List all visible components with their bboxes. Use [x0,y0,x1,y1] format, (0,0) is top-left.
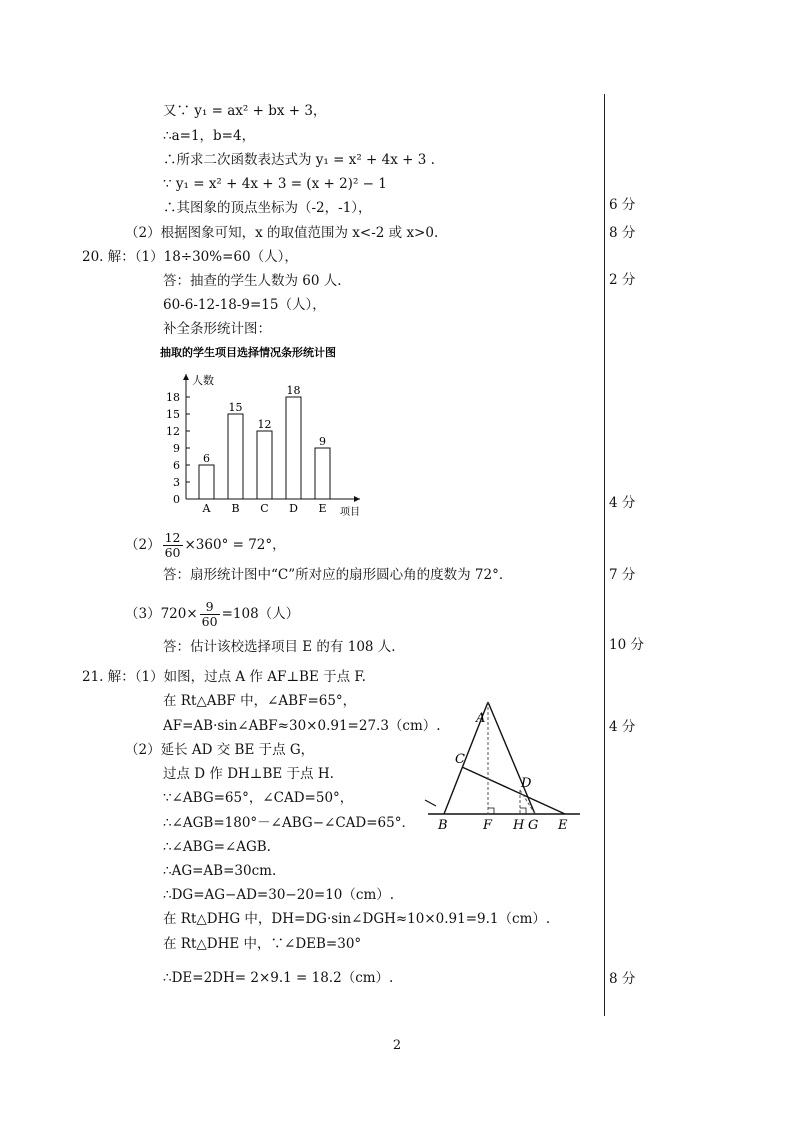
line-completed-square: ∵ y₁ = x² + 4x + 3 = (x + 2)² − 1 [163,176,387,192]
line-21-dg: ∴DG=AG−AD=30−20=10（cm）. [163,887,395,903]
bar-value-label: 15 [228,401,243,414]
part-3-label: （3）720× [125,606,198,622]
part-3-result: =108（人） [221,606,300,622]
fraction-9-60 [200,600,220,629]
line-21-rt-dhe: 在 Rt△DHE 中，∵∠DEB=30° [163,936,362,952]
fraction-numerator: 9 [200,600,220,615]
line-21-part2: （2）延长 AD 交 BE 于点 G， [125,742,315,758]
y-tick-label: 15 [166,408,180,421]
label-a: A [476,711,486,726]
part-3-line [125,600,299,629]
bar-chart [150,340,380,525]
score-6: 6 分 [609,197,636,213]
answer-20-1: 答：抽查的学生人数为 60 人. [163,273,342,289]
y-tick-label: 9 [173,442,180,455]
bar-value-label: 9 [319,435,326,448]
x-tick-label: B [231,502,240,515]
line-21-equal-angles: ∴∠ABG=∠AGB. [163,839,271,855]
part-2-result: ×360° = 72°， [184,537,286,553]
score-8: 8 分 [609,225,636,241]
x-tick-label: A [202,502,211,515]
line-expression: ∴所求二次函数表达式为 y₁ = x² + 4x + 3 . [163,152,435,168]
line-equation-1: 又∵ y₁ = ax² + bx + 3， [163,103,327,119]
x-tick-label: D [289,502,298,515]
bar-value-label: 6 [203,452,210,465]
bar-E [315,448,330,499]
right-angle-f [488,808,494,814]
score-10: 10 分 [609,637,644,653]
line-21-af: AF=AB·sin∠ABF≈30×0.91=27.3（cm）. [163,718,441,734]
line-range: （2）根据图象可知，x 的取值范围为 x<-2 或 x>0. [125,225,439,241]
fraction-12-60 [163,531,183,560]
score-4: 4 分 [609,495,636,511]
tick-mark-b [425,800,436,806]
x-tick-label: C [260,502,269,515]
line-ce [462,767,565,814]
y-tick-label: 12 [166,425,180,438]
bar-value-label: 12 [257,418,272,431]
line-21-agb: ∴∠AGB=180°－∠ABG−∠CAD=65°． [163,815,415,831]
chart-title: 抽取的学生项目选择情况条形统计图 [160,346,336,359]
x-axis-arrow [354,496,360,502]
line-coefficients: ∴a=1，b=4， [163,128,256,144]
complete-chart-note: 补全条形统计图： [163,321,271,337]
fraction-denominator: 60 [201,614,218,629]
line-21-de: ∴DE=2DH= 2×9.1 = 18.2（cm）. [163,970,394,986]
line-vertex: ∴其图象的顶点坐标为（-2，-1）， [163,200,372,216]
bar-A [199,465,214,499]
score-8b: 8 分 [609,971,636,987]
x-axis-label: 项目 [340,507,360,518]
score-column-divider [604,94,605,1016]
geometry-figure [420,688,585,833]
y-tick-label: 6 [173,459,180,472]
part-2-line [125,531,286,560]
label-h: H [513,818,525,833]
label-d: D [521,776,532,791]
question-20-heading: 20. 解：（1）18÷30%=60（人）， [82,249,298,265]
fraction-denominator: 60 [164,545,181,560]
score-7: 7 分 [609,567,636,583]
score-4b: 4 分 [609,719,636,735]
page-number: 2 [392,1038,402,1053]
answer-20-2: 答：扇形统计图中“C”所对应的扇形圆心角的度数为 72°． [163,567,513,583]
right-angle-h [520,808,526,814]
bar-value-label: 18 [286,384,301,397]
answer-20-3: 答：估计该校选择项目 E 的有 108 人. [163,639,396,655]
line-21-angles: ∵∠ABG=65°，∠CAD=50°， [163,790,354,806]
y-tick-label: 3 [173,476,180,489]
question-21-heading: 21. 解：（1）如图，过点 A 作 AF⊥BE 于点 F. [82,669,366,685]
label-f: F [483,818,493,833]
label-b: B [438,818,448,833]
line-21-rt-abf: 在 Rt△ABF 中，∠ABF=65°， [163,693,357,709]
fraction-numerator: 12 [164,530,181,545]
part-2-label: （2） [125,537,161,553]
bar-B [228,414,243,499]
calc-remaining: 60-6-12-18-9=15（人）， [163,297,326,313]
label-c: C [455,752,465,767]
y-axis-arrow [183,374,189,380]
bar-C [257,431,272,499]
line-21-rt-dhg: 在 Rt△DHG 中，DH=DG·sin∠DGH≈10×0.91=9.1（cm）. [163,911,551,927]
score-2: 2 分 [609,272,636,288]
y-tick-label: 18 [166,391,180,404]
y-axis-label: 人数 [192,374,214,387]
label-g: G [528,818,539,833]
x-tick-label: E [318,502,327,515]
bar-D [286,397,301,499]
label-e: E [558,818,568,833]
y-tick-label: 0 [173,493,180,506]
line-21-dh: 过点 D 作 DH⊥BE 于点 H. [163,766,334,782]
line-21-ag: ∴AG=AB=30cm. [163,863,277,879]
